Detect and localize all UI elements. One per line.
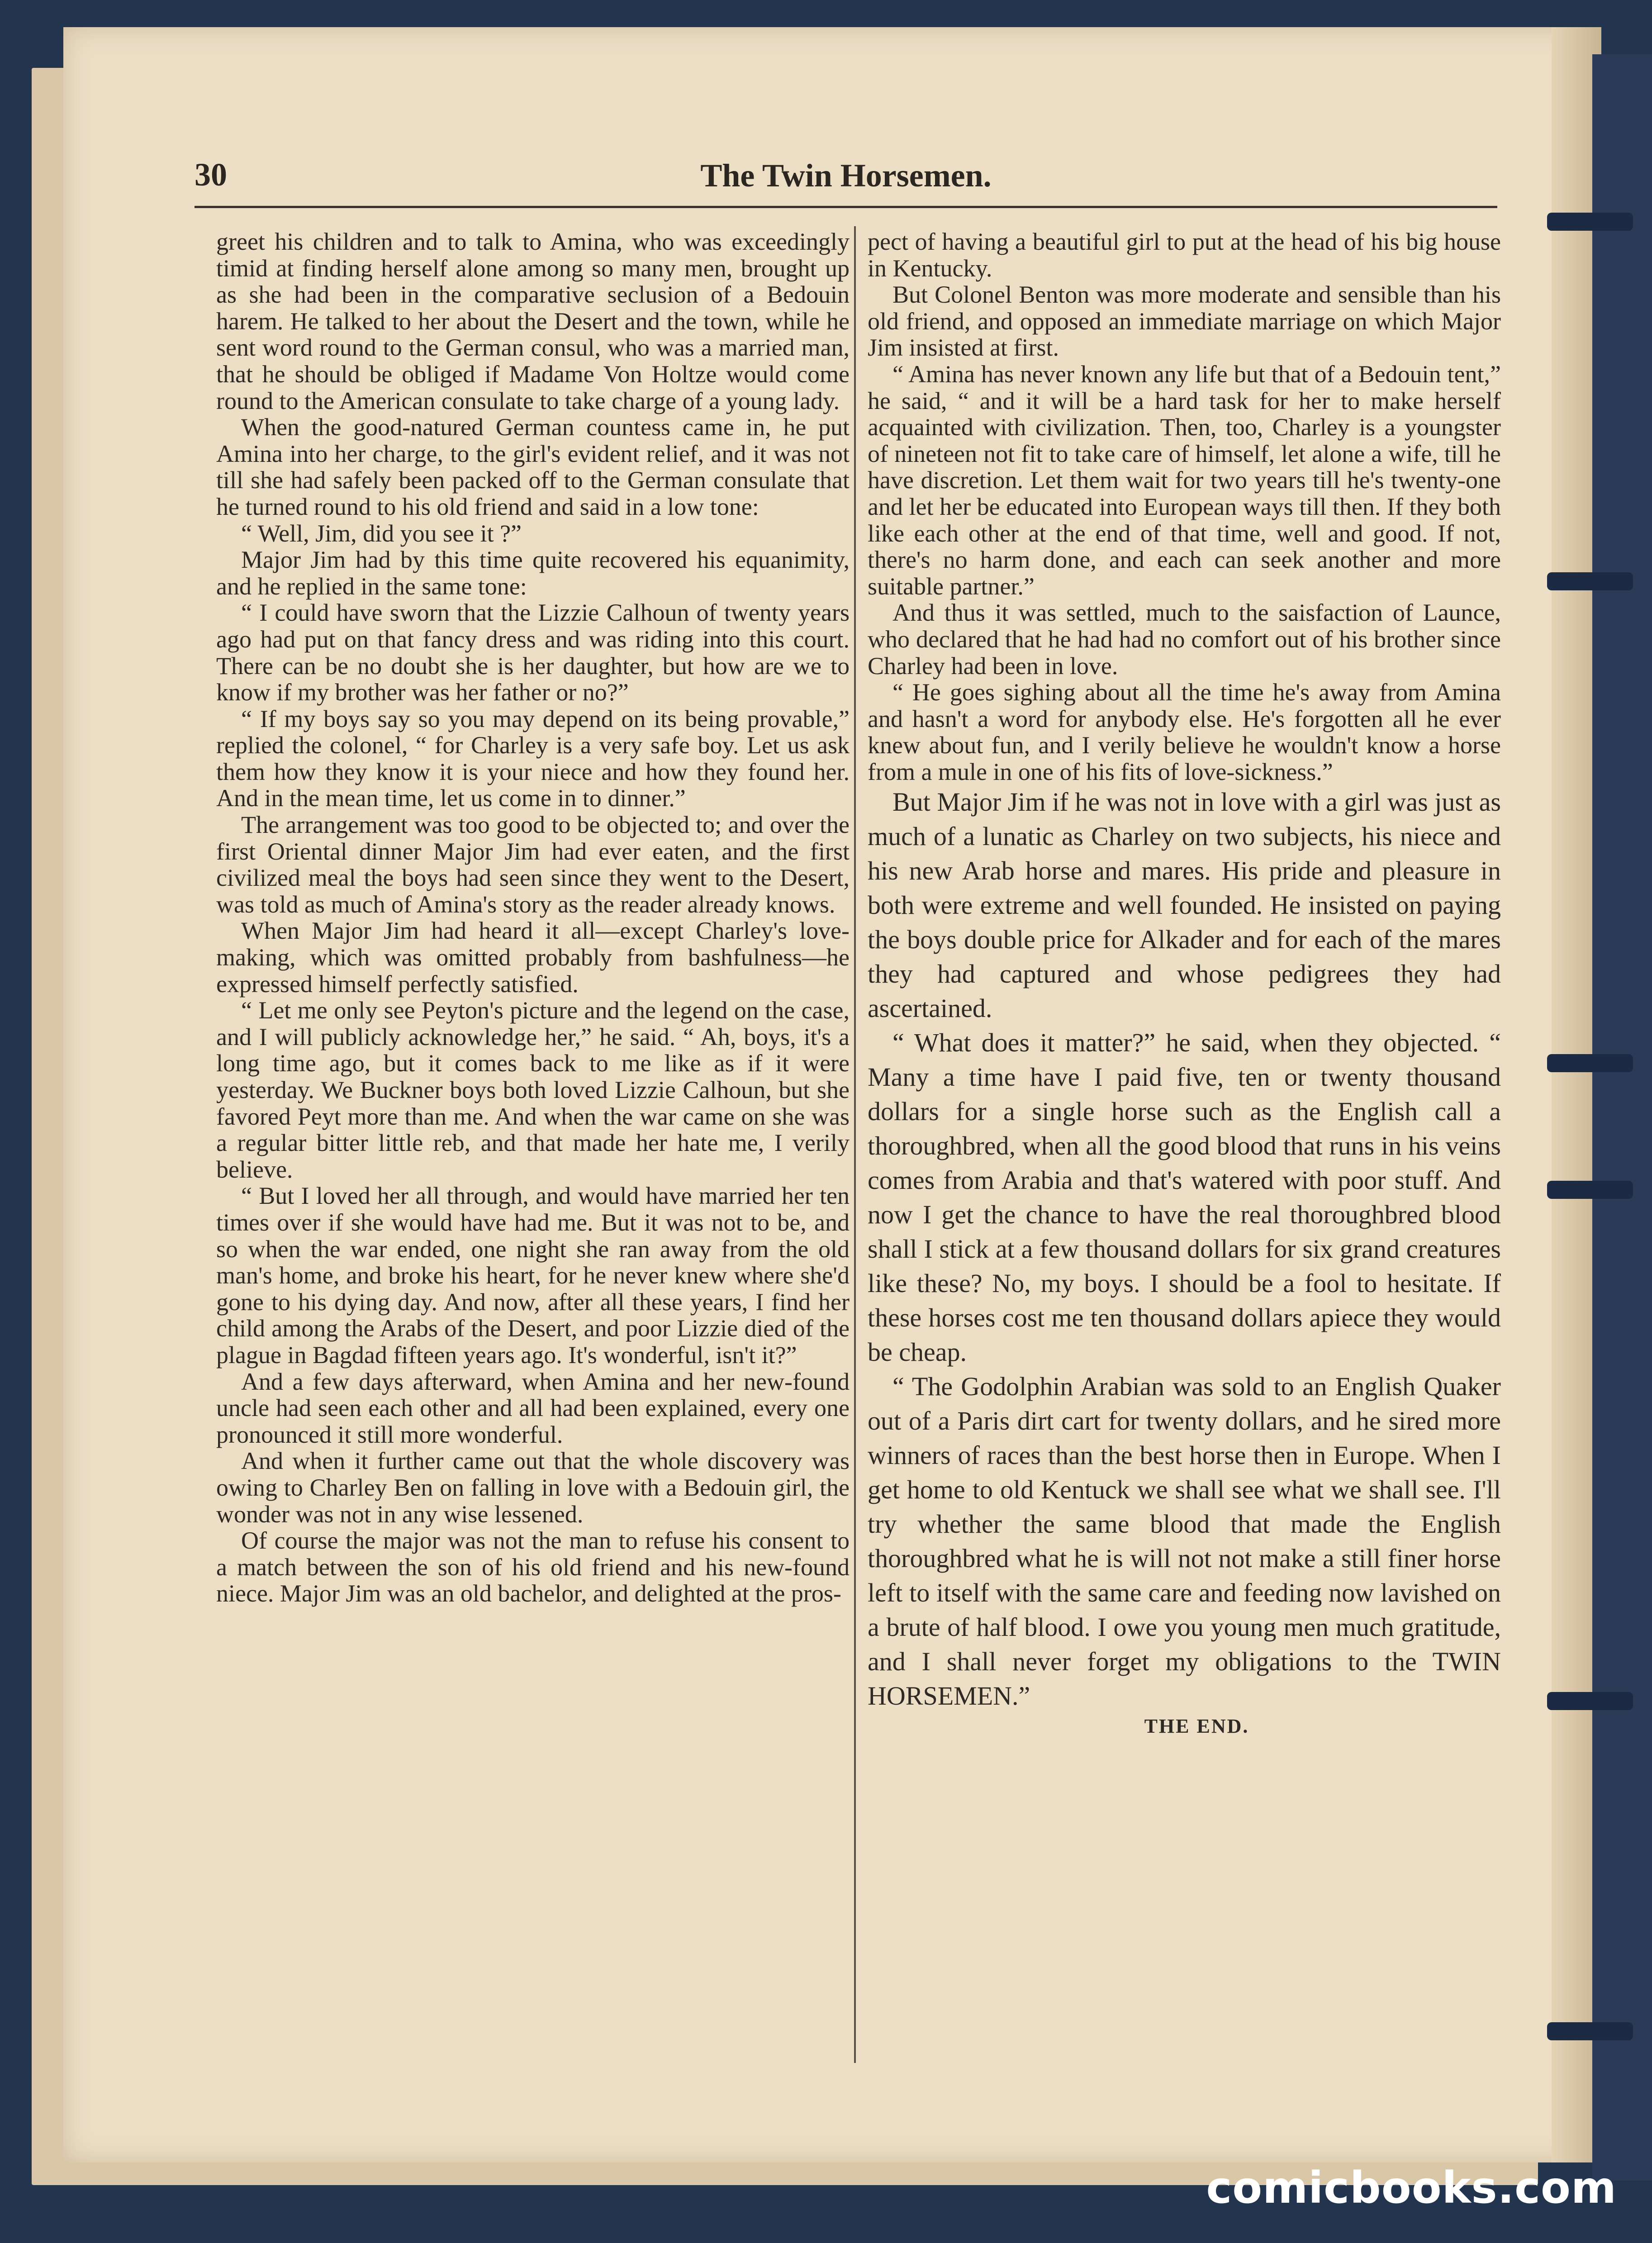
watermark: comicbooks.com (1206, 2162, 1617, 2213)
page-number: 30 (195, 157, 227, 193)
binding-stitch (1547, 1692, 1633, 1710)
paragraph: When Major Jim had heard it all—except Charley's love-making, which was omitted probably from bashfulness—he expressed himself perfectly satisfied. (216, 917, 850, 998)
running-title: The Twin Horsemen. (700, 157, 992, 194)
paragraph: But Major Jim if he was not in love with a girl was just as much of a lunatic as Charley on two subjects, his niece and his new Arab horse and mares. His pride and pleasure in both were extreme and well founded. He insisted on paying the boys double price for Alkader and for each of the mares they had captured and whose pedigrees they had ascertained. (868, 787, 1501, 1023)
paragraph: “ He goes sighing about all the time he's away from Amina and hasn't a word for anybody else. He's forgotten all he ever knew about fun, and I verily believe he wouldn't know a horse from a mule in one of his fits of love-sickness.” (868, 679, 1501, 785)
the-end-label: THE END. (1144, 1715, 1249, 1738)
paragraph: But Colonel Benton was more moderate and sensible than his old friend, and opposed an immediate marriage on which Major Jim insisted at first. (868, 281, 1501, 361)
right-column (868, 228, 1501, 1740)
paragraph: When the good-natured German countess came in, he put Amina into her charge, to the girl's evident relief, and it was not till she had safely been packed off to the German consulate that he turned round to his old friend and said in a low tone: (216, 413, 850, 520)
left-column (216, 228, 850, 1607)
paragraph: Of course the major was not the man to refuse his consent to a match between the son of his old friend and his new-found niece. Major Jim was an old bachelor, and delighted at the pros- (216, 1527, 850, 1607)
binding-stitch (1547, 213, 1633, 231)
paragraph: Major Jim had by this time quite recovered his equanimity, and he replied in the same tone: (216, 546, 850, 600)
paragraph: “ If my boys say so you may depend on its being provable,” replied the colonel, “ for Charley is a very safe boy. Let us ask them how they know it is your niece and how they found her. And in the mean time, let us come in to dinner.” (216, 705, 850, 812)
paragraph: “ I could have sworn that the Lizzie Calhoun of twenty years ago had put on that fancy dress and was riding into this court. There can be no doubt she is her daughter, but how are we to know if my brother was her father or no?” (216, 599, 850, 706)
binding-edge (1592, 54, 1652, 2181)
paragraph: “ The Godolphin Arabian was sold to an English Quaker out of a Paris dirt cart for twenty dollars, and he sired more winners of races than the best horse then in Europe. When I get home to old Kentuck we shall see what we shall see. I'll try whether the same blood that made the English thoroughbred what he is will not not make a still finer horse left to itself with the same care and feeding now lavished on a brute of half blood. I owe you young men much gratitude, and I shall never forget my obligations to the TWIN HORSEMEN.” (868, 1372, 1501, 1711)
paragraph: “ What does it matter?” he said, when they objected. “ Many a time have I paid five, ten or twenty thousand dollars for a single horse such as the English call a thoroughbred, when all the good blood that runs in his veins comes from Arabia and that's watered with poor stuff. And now I get the chance to have the real thoroughbred blood shall I stick at a few thousand dollars for six grand creatures like these? No, my boys. I should be a fool to hesitate. If these horses cost me ten thousand dollars apiece they would be cheap. (868, 1028, 1501, 1367)
paragraph: “ Well, Jim, did you see it ?” (241, 519, 522, 547)
binding-stitch (1547, 572, 1633, 590)
binding-stitch (1547, 1054, 1633, 1072)
column-divider (854, 226, 856, 2063)
paragraph: And when it further came out that the whole discovery was owing to Charley Ben on falling in love with a Bedouin girl, the wonder was not in any wise lessened. (216, 1447, 850, 1528)
page-header (195, 156, 1497, 208)
paragraph: The arrangement was too good to be objected to; and over the first Oriental dinner Major Jim had ever eaten, and the first civilized meal the boys had seen since they went to the Desert, was told as much of Amina's story as the reader already knows. (216, 811, 850, 918)
paragraph: And thus it was settled, much to the saisfaction of Launce, who declared that he had had no comfort out of his brother since Charley had been in love. (868, 599, 1501, 680)
paragraph: “ Let me only see Peyton's picture and the legend on the case, and I will publicly acknowledge her,” he said. “ Ah, boys, it's a long time ago, but it comes back to me like as if it were yesterday. We Buckner boys both loved Lizzie Calhoun, but she favored Peyt more than me. And when the war came on she was a regular bitter little reb, and that made her hate me, I verily believe. (216, 997, 850, 1183)
binding-stitch (1547, 1181, 1633, 1199)
paragraph: “ But I loved her all through, and would have married her ten times over if she would have had me. But it was not to be, and so when the war ended, one night she ran away from the old man's home, and broke his heart, for he never knew where she'd gone to his dying day. And now, after all these years, I find her child among the Arabs of the Desert, and poor Lizzie died of the plague in Bagdad fifteen years ago. It's wonderful, isn't it?” (216, 1182, 850, 1369)
paragraph: And a few days afterward, when Amina and her new-found uncle had seen each other and all had been explained, every one pronounced it still more wonderful. (216, 1368, 850, 1448)
paragraph: “ Amina has never known any life but that of a Bedouin tent,” he said, “ and it will be a hard task for her to make herself acquainted with civilization. Then, too, Charley is a youngster of nineteen not fit to take care of himself, let alone a wife, till he have discretion. Let them wait for two years till he's twenty-one and let her be educated into European ways till then. If they both like each other at the end of that time, well and good. If not, there's no harm done, and each can seek another and more suitable partner.” (868, 360, 1501, 600)
binding-stitch (1547, 2022, 1633, 2040)
paragraph: pect of having a beautiful girl to put at the head of his big house in Kentucky. (868, 228, 1501, 282)
paragraph: greet his children and to talk to Amina, who was exceedingly timid at finding herself alone among so many men, brought up as she had been in the comparative seclusion of a Bedouin harem. He talked to her about the Desert and the town, while he sent word round to the German consul, who was a married man, that he should be obliged if Madame Von Holtze would come round to the American consulate to take charge of a young lady. (216, 228, 850, 414)
